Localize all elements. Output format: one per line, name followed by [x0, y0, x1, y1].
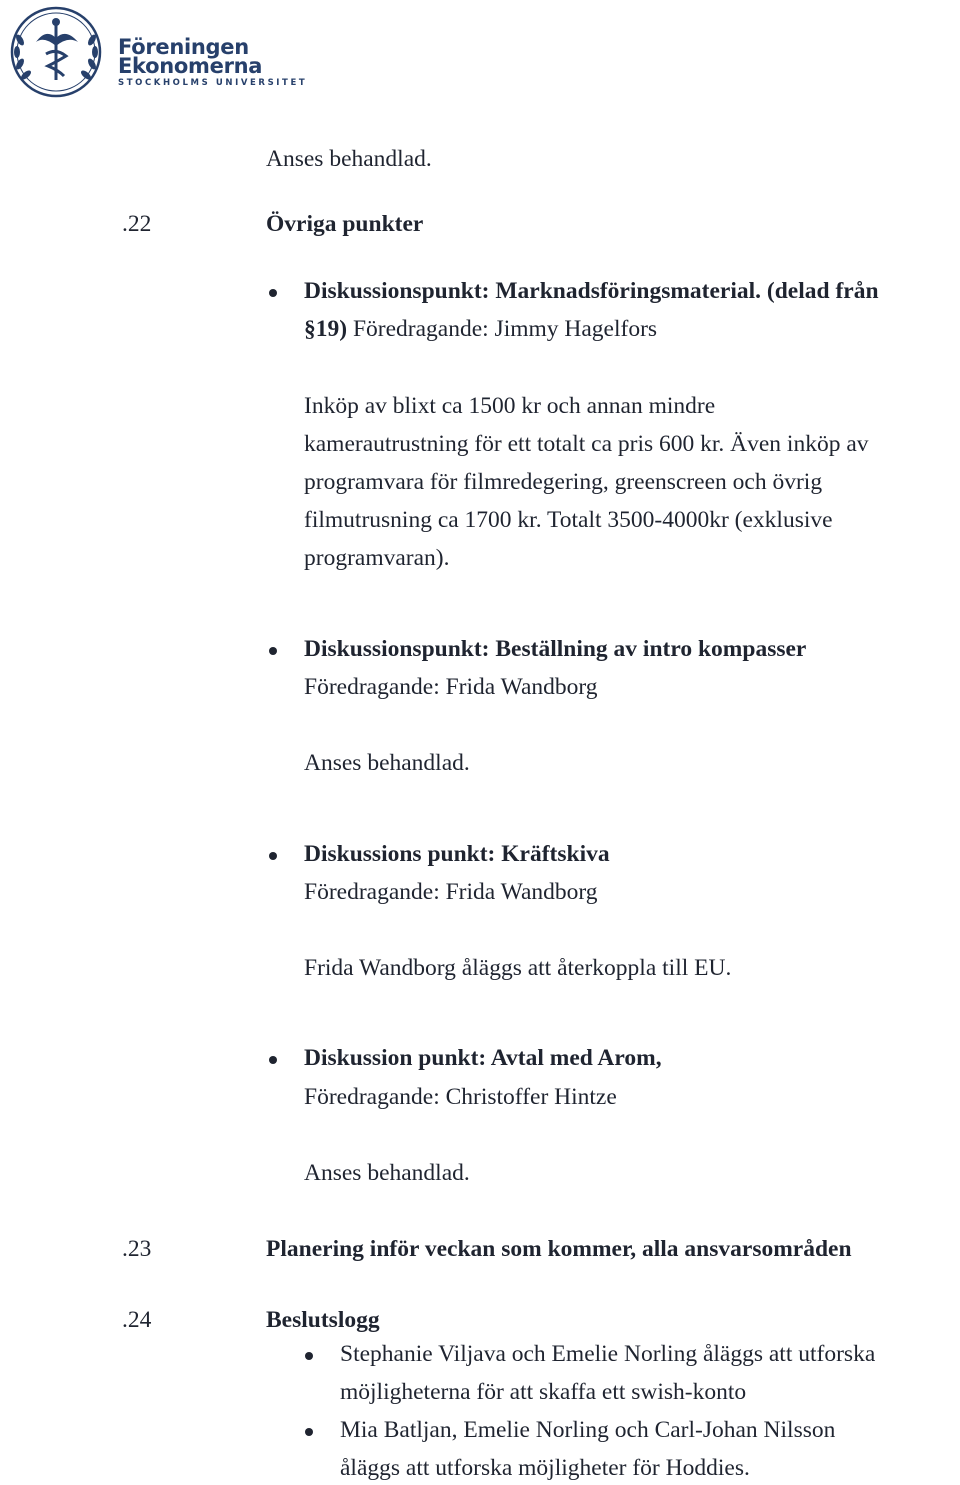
logo-line-2: Ekonomerna [118, 54, 263, 78]
decision-1-line-1: Stephanie Viljava och Emelie Norling åläggs att utforska [340, 1341, 876, 1367]
item-1-body-line: Inköp av blixt ca 1500 kr och annan mindre [304, 393, 716, 419]
bullet-icon [269, 289, 277, 297]
bullet-icon [269, 1056, 277, 1064]
decision-2-line-1: Mia Batljan, Emelie Norling och Carl-Johan Nilsson [340, 1417, 836, 1443]
intro-result: Anses behandlad. [266, 146, 432, 172]
section-23-title: Planering inför veckan som kommer, alla ansvarsområden [266, 1236, 852, 1262]
item-4-title: Diskussion punkt: Avtal med Arom, [304, 1045, 662, 1071]
decision-2-line-2: åläggs att utforska möjligheter för Hoddies. [340, 1455, 750, 1481]
bullet-icon [305, 1352, 313, 1360]
item-2-presenter: Föredragande: Frida Wandborg [304, 674, 598, 700]
item-2-result: Anses behandlad. [304, 750, 470, 776]
item-1-body-line: kamerautrustning för ett totalt ca pris 600 kr. Även inköp av [304, 431, 869, 457]
item-1-title: Diskussionspunkt: Marknadsföringsmaterial. (delad från [304, 278, 879, 304]
bullet-icon [269, 647, 277, 655]
logo-line-1: Föreningen [118, 35, 249, 59]
section-22-number: .22 [122, 211, 152, 237]
bullet-icon [305, 1428, 313, 1436]
section-23-number: .23 [122, 1236, 152, 1262]
organization-logo [6, 2, 308, 102]
section-22-title: Övriga punkter [266, 211, 424, 237]
item-1-presenter: Föredragande: Jimmy Hagelfors [347, 316, 658, 342]
item-2-title: Diskussionspunkt: Beställning av intro kompasser [304, 636, 807, 662]
decision-1-line-2: möjligheterna för att skaffa ett swish-konto [340, 1379, 747, 1405]
item-1-body-line: filmutrusning ca 1700 kr. Totalt 3500-4000kr (exklusive [304, 507, 833, 533]
item-3-presenter: Föredragande: Frida Wandborg [304, 879, 598, 905]
item-3-title: Diskussions punkt: Kräftskiva [304, 841, 610, 867]
item-4-presenter: Föredragande: Christoffer Hintze [304, 1084, 617, 1110]
item-1-title-line-2 [304, 318, 657, 342]
logo-emblem-icon [6, 2, 110, 102]
item-1-paragraph-ref: §19) [304, 316, 348, 342]
logo-line-3: STOCKHOLMS UNIVERSITET [118, 78, 308, 88]
section-24-number: .24 [122, 1307, 152, 1333]
item-3-result: Frida Wandborg åläggs att återkoppla till EU. [304, 955, 732, 981]
item-4-result: Anses behandlad. [304, 1160, 470, 1186]
item-1-body-line: programvara för filmredegering, greenscreen och övrig [304, 469, 823, 495]
item-1-body-line: programvaran). [304, 545, 450, 571]
section-24-title: Beslutslogg [266, 1307, 380, 1333]
bullet-icon [269, 852, 277, 860]
